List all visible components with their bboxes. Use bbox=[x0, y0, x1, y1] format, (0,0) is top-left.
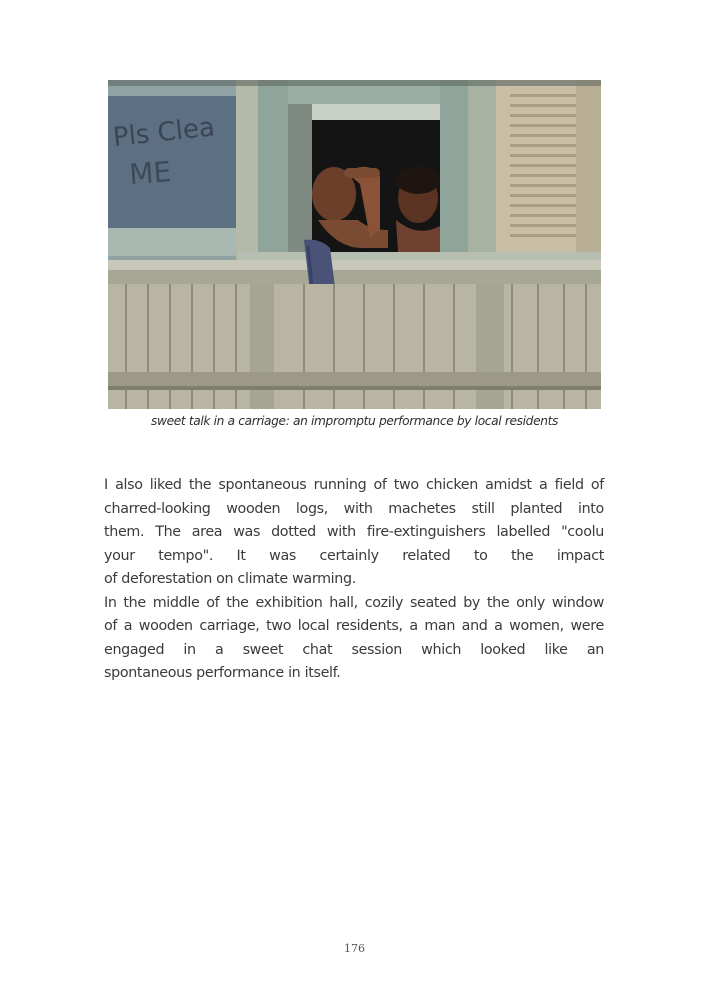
word: your bbox=[104, 547, 135, 564]
word: machetes bbox=[388, 500, 456, 517]
paragraph-1-line bbox=[104, 568, 604, 592]
word: of bbox=[104, 618, 118, 634]
word: of bbox=[373, 477, 387, 493]
word: in bbox=[183, 641, 196, 658]
word: a bbox=[409, 618, 418, 634]
word: spontaneous bbox=[218, 477, 307, 493]
page-number: 176 bbox=[344, 942, 365, 955]
word: "coolu bbox=[561, 524, 604, 540]
graffiti-line-2: ME bbox=[128, 155, 173, 191]
word: I bbox=[104, 477, 108, 493]
word: a bbox=[538, 477, 548, 493]
word: engaged bbox=[104, 641, 165, 658]
word: the bbox=[123, 594, 146, 611]
word: liked bbox=[149, 477, 182, 493]
graffiti-line-1: Pls Clea bbox=[111, 112, 217, 153]
word: women, bbox=[509, 618, 564, 634]
word: local bbox=[297, 618, 330, 634]
word: two bbox=[393, 477, 419, 493]
paragraph-2-line bbox=[104, 662, 604, 686]
word: also bbox=[115, 477, 143, 493]
word: wooden bbox=[138, 618, 193, 634]
word: an bbox=[586, 641, 604, 658]
word: the bbox=[510, 547, 534, 564]
paragraph-2-line bbox=[104, 592, 604, 616]
word: running bbox=[313, 477, 367, 493]
word: hall, bbox=[329, 594, 358, 611]
word: a bbox=[214, 641, 224, 658]
word: of bbox=[590, 477, 604, 493]
word: like bbox=[544, 641, 568, 658]
word: charred-looking bbox=[104, 500, 211, 517]
word: the bbox=[226, 594, 249, 611]
word: man bbox=[424, 618, 456, 634]
word: chicken bbox=[425, 477, 478, 493]
word: The bbox=[155, 524, 181, 540]
word: area bbox=[191, 524, 223, 540]
word: labelled bbox=[496, 524, 551, 540]
paragraph-1-line bbox=[104, 545, 604, 569]
word: logs, bbox=[295, 500, 328, 517]
word: window bbox=[551, 594, 604, 611]
paragraph-2-line bbox=[104, 615, 604, 639]
word: the bbox=[486, 594, 510, 611]
word: middle bbox=[152, 594, 200, 611]
photo-caption: sweet talk in a carriage: an impromptu performance by local residents bbox=[150, 414, 559, 428]
word: still bbox=[471, 500, 495, 517]
word: session bbox=[351, 641, 402, 658]
word: only bbox=[516, 594, 545, 611]
word: seated bbox=[409, 594, 457, 611]
word: of bbox=[206, 594, 220, 611]
word: was bbox=[269, 547, 297, 564]
word: spontaneous performance in itself. bbox=[104, 665, 341, 681]
word: to bbox=[473, 547, 488, 564]
word: wooden bbox=[226, 500, 281, 517]
word: which bbox=[421, 641, 462, 658]
photo-illustration bbox=[108, 80, 601, 409]
paragraph-1-line bbox=[104, 521, 604, 545]
paragraph-1-line bbox=[104, 498, 604, 522]
word: and bbox=[461, 618, 488, 634]
word: into bbox=[577, 500, 604, 517]
word: were bbox=[570, 618, 604, 634]
paragraph-1-line bbox=[104, 474, 604, 498]
word: residents, bbox=[335, 618, 403, 634]
word: a bbox=[494, 618, 503, 634]
word: field bbox=[554, 477, 584, 493]
word: It bbox=[236, 547, 246, 564]
word: amidst bbox=[485, 477, 532, 493]
word: planted bbox=[510, 500, 563, 517]
body-text bbox=[104, 474, 604, 686]
word: exhibition bbox=[255, 594, 323, 611]
word: with bbox=[326, 524, 356, 540]
word: them. bbox=[104, 524, 145, 540]
word: a bbox=[123, 618, 133, 634]
word: of deforestation on climate warming. bbox=[104, 571, 356, 587]
word: tempo". bbox=[158, 547, 214, 564]
word: sweet bbox=[242, 641, 284, 658]
word: dotted bbox=[271, 524, 316, 540]
word: related bbox=[402, 547, 451, 564]
word: the bbox=[188, 477, 212, 493]
word: looked bbox=[480, 641, 526, 658]
photograph-carriage-window bbox=[108, 80, 601, 409]
word: cozily bbox=[364, 594, 404, 611]
word: certainly bbox=[319, 547, 379, 564]
paragraph-2-line bbox=[104, 639, 604, 663]
word: by bbox=[463, 594, 481, 611]
word: with bbox=[343, 500, 373, 517]
word: carriage, bbox=[199, 618, 260, 634]
word: two bbox=[266, 618, 292, 634]
word: impact bbox=[556, 547, 604, 564]
word: chat bbox=[302, 641, 333, 658]
word: fire-extinguishers bbox=[366, 524, 486, 540]
word: In bbox=[104, 594, 117, 611]
word: was bbox=[233, 524, 261, 540]
